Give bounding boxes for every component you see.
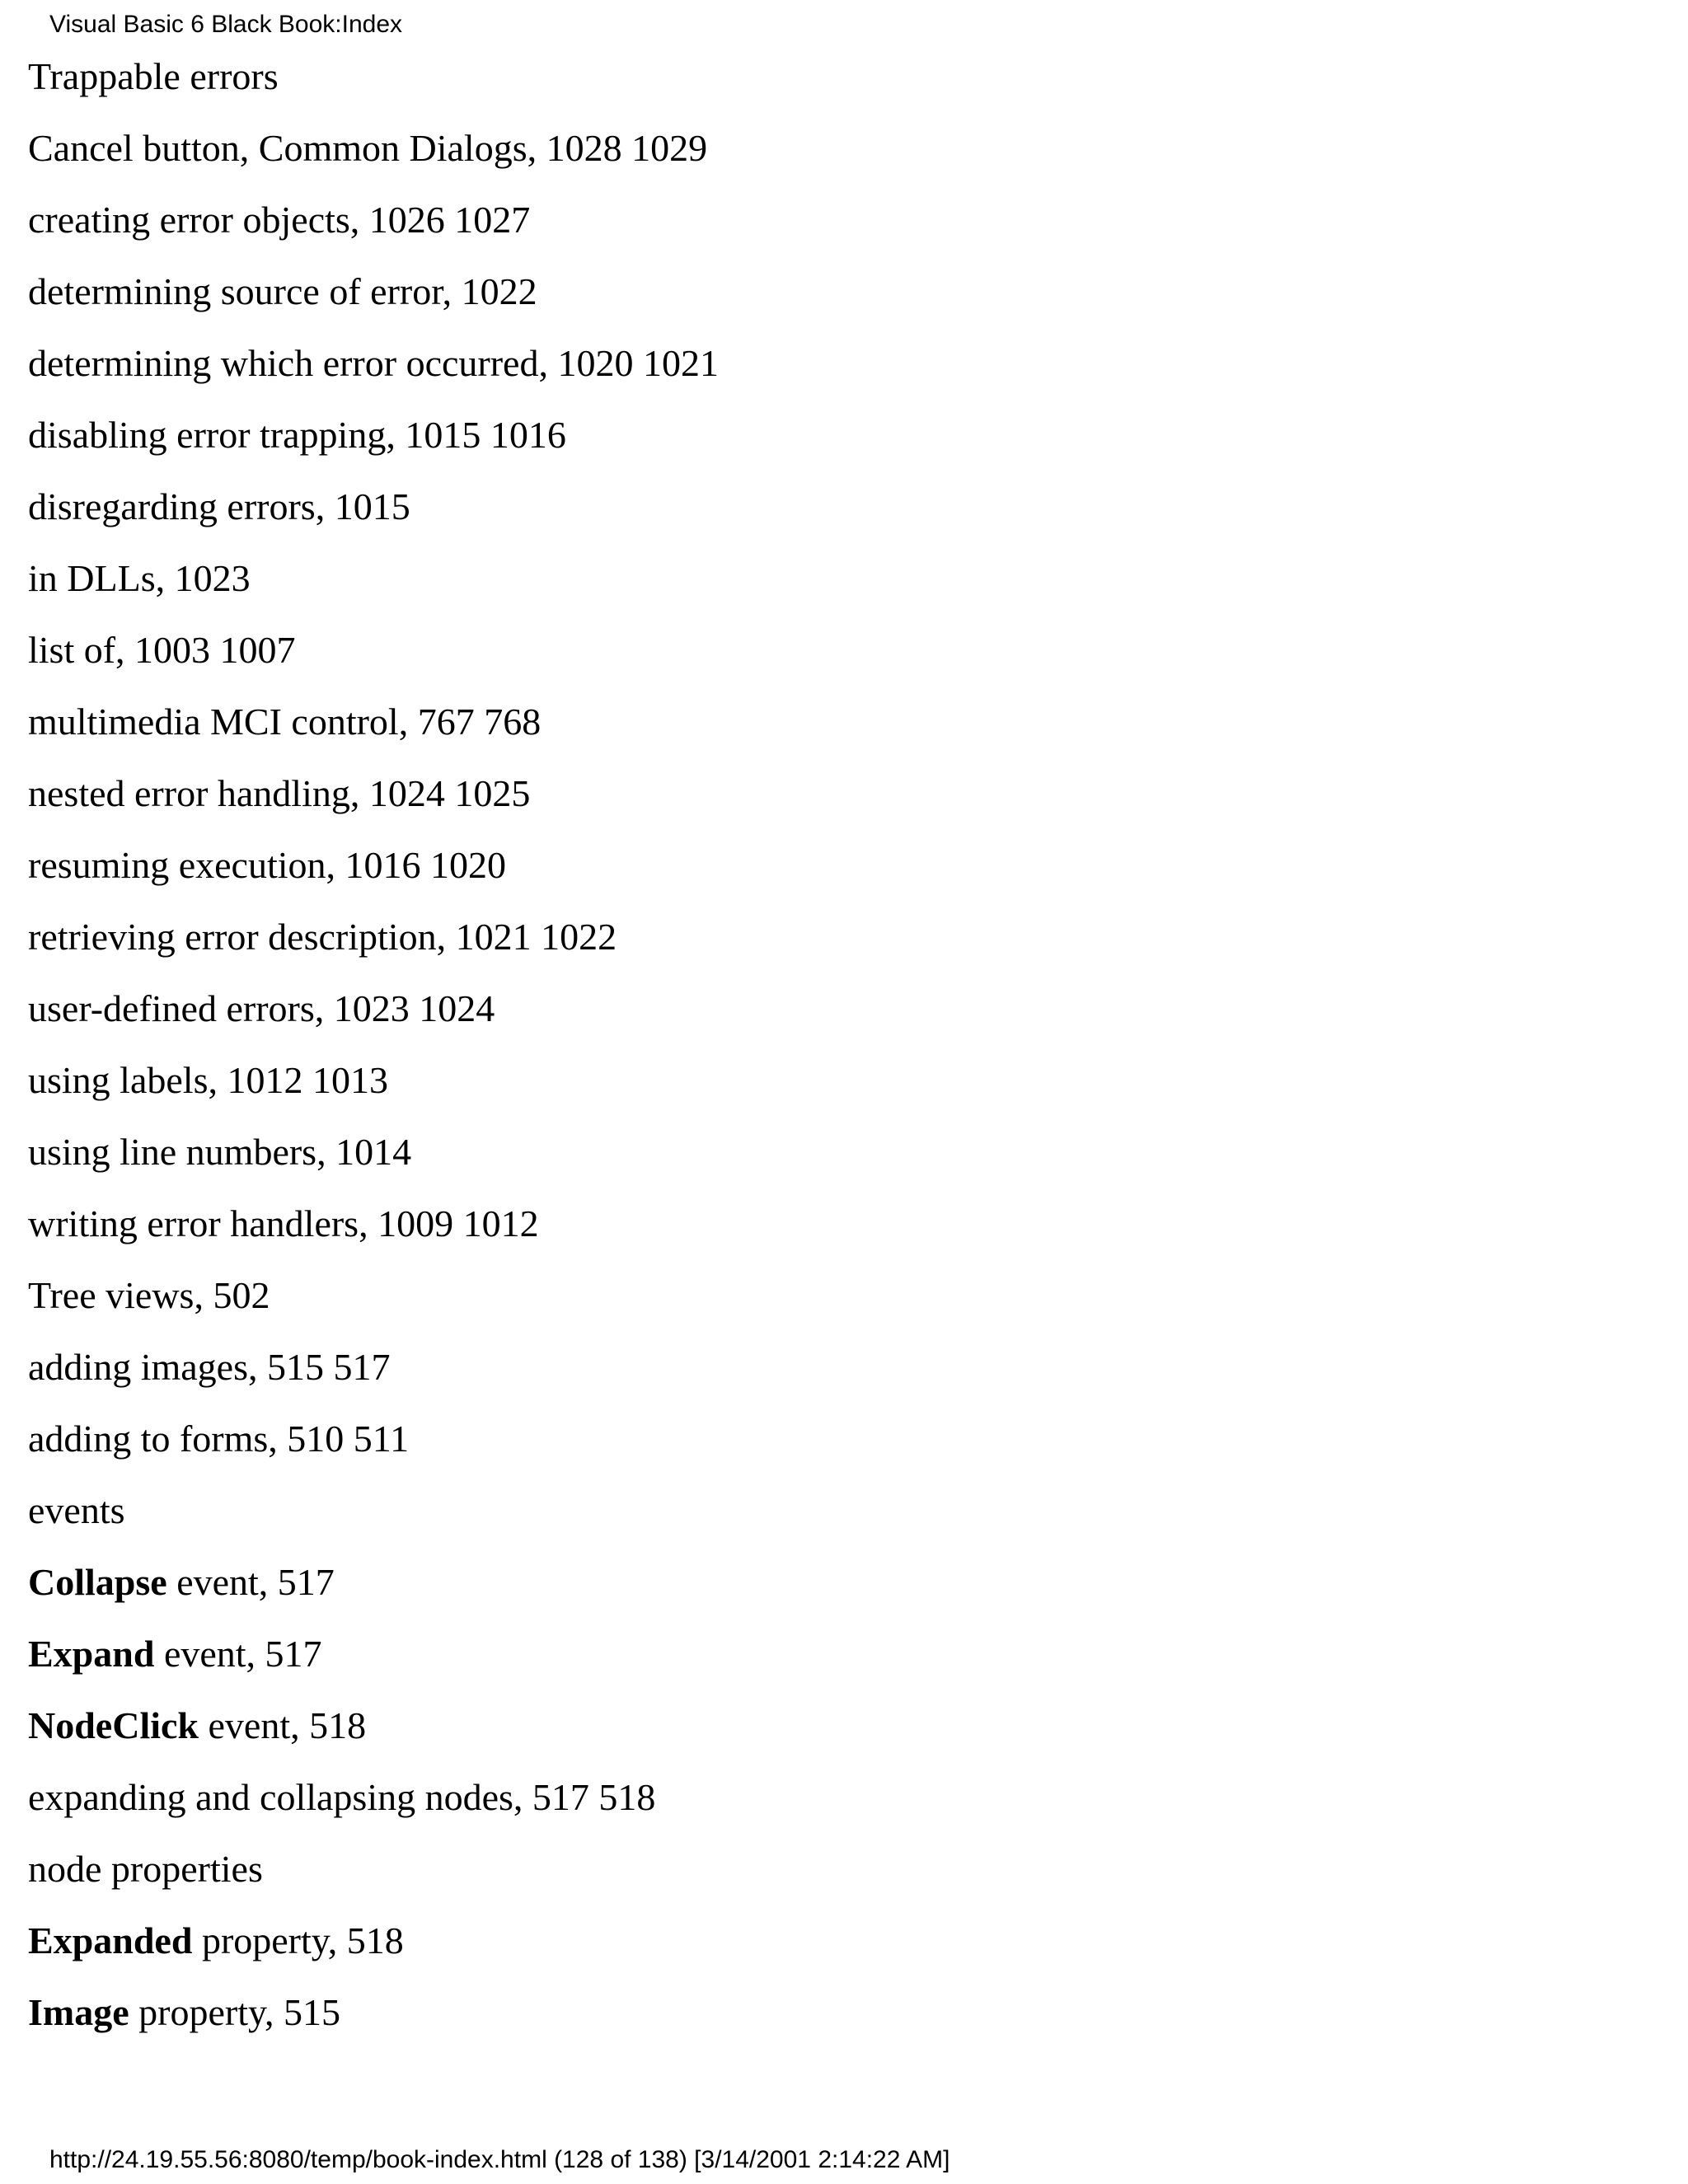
index-entry [28,696,719,768]
index-entry-text: event, 517 [166,1561,335,1603]
index-entry [28,51,719,123]
index-entry [28,1987,719,2059]
index-entry-text: property, 515 [129,1991,340,2033]
index-entry-text: event, 518 [199,1704,367,1746]
index-entry-text: using labels, 1012 1013 [28,1059,388,1101]
index-entry-text: events [28,1489,125,1531]
index-entry [28,1127,719,1198]
index-entry [28,1557,719,1629]
index-term-bold: NodeClick [28,1704,199,1746]
index-entry [28,1700,719,1772]
index-entry-text: creating error objects, 1026 1027 [28,199,531,241]
index-entry [28,1915,719,1987]
index-list [28,51,719,2059]
index-entry-text: list of, 1003 1007 [28,629,296,671]
index-entry [28,983,719,1055]
index-entry [28,1270,719,1342]
index-entry-text: in DLLs, 1023 [28,557,251,599]
index-term-bold: Image [28,1991,129,2033]
index-entry [28,1198,719,1270]
index-entry-text: writing error handlers, 1009 1012 [28,1202,539,1244]
index-entry [28,625,719,696]
index-entry-text: adding to forms, 510 511 [28,1418,410,1460]
index-entry-text: property, 518 [192,1919,404,1961]
index-entry [28,768,719,840]
index-entry [28,1844,719,1915]
index-entry-text: retrieving error description, 1021 1022 [28,916,617,958]
index-entry [28,123,719,194]
index-entry [28,1772,719,1844]
index-entry [28,1413,719,1485]
page-header: Visual Basic 6 Black Book:Index [49,11,403,38]
index-entry [28,840,719,912]
index-term-bold: Collapse [28,1561,167,1603]
index-entry-text: nested error handling, 1024 1025 [28,772,531,814]
index-entry [28,1342,719,1413]
index-entry [28,912,719,983]
index-entry [28,1055,719,1127]
index-entry [28,266,719,338]
index-entry-text: determining source of error, 1022 [28,270,537,312]
index-entry-text: Cancel button, Common Dialogs, 1028 1029 [28,127,708,169]
index-entry-text: Tree views, 502 [28,1274,270,1316]
index-entry [28,194,719,266]
index-entry-text: disabling error trapping, 1015 1016 [28,414,566,456]
index-entry-text: event, 517 [154,1633,322,1675]
index-entry-text: expanding and collapsing nodes, 517 518 [28,1776,656,1818]
index-entry [28,1629,719,1700]
index-entry-text: disregarding errors, 1015 [28,485,410,527]
index-entry-text: multimedia MCI control, 767 768 [28,701,542,743]
index-entry [28,1485,719,1557]
index-entry-text: determining which error occurred, 1020 1021 [28,342,719,384]
index-entry-text: resuming execution, 1016 1020 [28,844,507,886]
index-entry [28,338,719,410]
index-term-bold: Expand [28,1633,155,1675]
index-entry [28,481,719,553]
index-entry-text: Trappable errors [28,55,279,97]
index-entry-text: node properties [28,1848,263,1890]
page-footer-url: http://24.19.55.56:8080/temp/book-index.html (128 of 138) [3/14/2001 2:14:22 AM] [49,2146,950,2173]
index-entry [28,410,719,481]
index-entry-text: user-defined errors, 1023 1024 [28,987,495,1029]
index-entry-text: adding images, 515 517 [28,1346,391,1388]
index-entry [28,553,719,625]
index-entry-text: using line numbers, 1014 [28,1131,412,1173]
index-term-bold: Expanded [28,1919,193,1961]
